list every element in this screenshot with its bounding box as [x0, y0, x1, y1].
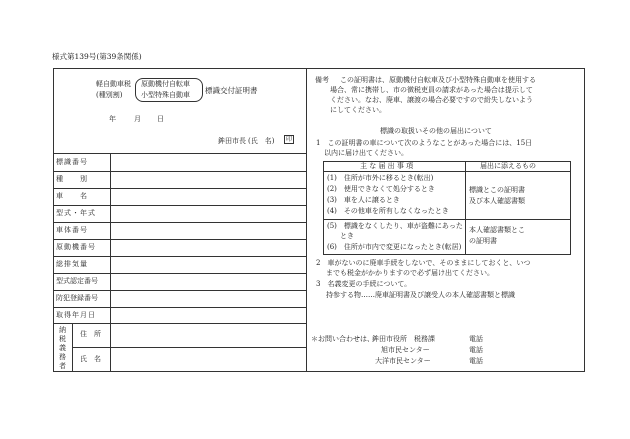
item1-line2: 以内に届け出てください。 [324, 149, 408, 157]
attach-a-line1: 標識とこの証明書 [469, 186, 525, 194]
table-head-right: 届出に添えるもの [480, 162, 536, 170]
form-number: 様式第139号(第39条関係) [52, 52, 142, 61]
table-row-1: (1) 住所が市外に移るとき(転出) [327, 174, 434, 182]
taxpayer-side-label: 納税義務者 [59, 326, 66, 370]
seal-box: 印 [286, 136, 293, 143]
date-year: 年 [109, 115, 116, 123]
issuer-name: (氏 名) [248, 137, 275, 145]
contact-office-3: 大洋市民センター [375, 357, 431, 365]
tax-type-line1: 軽自動車税 [96, 80, 131, 88]
item2-line1: 2 車がないのに廃車手続をしないで、そのままにしておくと、いつ [316, 259, 531, 267]
row-line [54, 153, 306, 154]
field-label-engine-number: 原動機番号 [56, 243, 96, 251]
row-line [54, 188, 306, 189]
field-label-type: 種 別 [56, 175, 88, 183]
taxpayer-name-label: 氏 名 [80, 355, 101, 363]
contact-tel-1: 電話 [469, 335, 483, 343]
item3-line2: 持参する物……廃車証明書及び譲受人の本人確認書類と標識 [326, 291, 515, 299]
attach-b-line1: 本人確認書類とこ [469, 226, 525, 234]
field-label-vehicle-name: 車 名 [56, 192, 88, 200]
biko-text-1: この証明書は、原動機付自転車及び小型特殊自動車を使用する [340, 76, 536, 84]
biko-text-4: にしてください。 [330, 106, 386, 114]
field-label-certification-number: 型式認定番号 [56, 277, 98, 285]
row-line [54, 273, 306, 274]
row-line [54, 256, 306, 257]
certificate-title: 標識交付証明書 [205, 86, 258, 95]
issuer: 鉾田市長 [218, 137, 246, 145]
table-row-line [323, 219, 571, 220]
seal-mark [284, 135, 294, 144]
biko-label: 備考 [315, 76, 329, 84]
table-row-4: (4) その他車を所有しなくなったとき [327, 207, 449, 215]
attach-a-line2: 及び本人確認書類 [469, 197, 525, 205]
row-line [54, 290, 306, 291]
table-row-5a: (5) 標識をなくしたり、車が盗難にあった [327, 222, 463, 230]
table-row-3: (3) 車を人に譲るとき [327, 196, 400, 204]
table-row-2: (2) 使用できなくて処分するとき [327, 185, 435, 193]
label-divider [110, 153, 111, 372]
row-line [54, 222, 306, 223]
row-line [54, 323, 306, 324]
date-month: 月 [134, 115, 141, 123]
date-day: 日 [157, 115, 164, 123]
contact-office-1: 鉾田市役所 税務課 [372, 335, 435, 343]
taxpayer-address-label: 住 所 [80, 330, 101, 338]
contact-office-2: 旭市民センター [381, 346, 430, 354]
table-head-left: 主 な 届 出 事 項 [360, 162, 414, 170]
center-divider [306, 68, 307, 372]
table-row-6: (6) 住所が市内で変更になったとき(転居) [327, 243, 462, 251]
row-line [72, 347, 306, 348]
contact-tel-2: 電話 [469, 346, 483, 354]
row-line [54, 239, 306, 240]
row-line [54, 307, 306, 308]
table-row-line [323, 171, 571, 172]
field-label-plate-number: 標識番号 [56, 158, 88, 166]
field-label-body-number: 車体番号 [56, 226, 88, 234]
row-line [54, 205, 306, 206]
field-label-security-registration: 防犯登録番号 [56, 294, 98, 302]
taxpayer-divider [72, 323, 73, 372]
vehicle-type-line1: 原動機付自転車 [141, 80, 190, 88]
row-line [54, 171, 306, 172]
contact-lead: ＊お問い合わせは、 [311, 335, 374, 343]
section-title: 標識の取扱いその他の届出について [380, 127, 492, 135]
item2-line2: までも税金がかかりますので必ず届け出てください。 [326, 269, 494, 277]
vehicle-type-line2: 小型特殊自動車 [141, 91, 190, 99]
field-label-model-year: 型式・年式 [56, 209, 96, 217]
attach-b-line2: の証明書 [469, 237, 497, 245]
field-label-displacement: 総排気量 [56, 260, 88, 268]
item1-line1: 1 この証明書の車について次のようなことがあった場合には、15日 [316, 139, 533, 147]
biko-text-3: ください。なお、廃車、譲渡の場合必要ですので紛失しないよう [330, 96, 533, 104]
biko-text-2: 場合、常に携帯し、市の徴税吏員の請求があった場合は提示して [330, 86, 533, 94]
field-label-acquisition-date: 取得年月日 [56, 311, 96, 319]
item3-line1: 3 名義変更の手続について。 [316, 280, 412, 288]
table-row-5b: とき [340, 232, 354, 240]
tax-type-line2: (種別割) [96, 91, 123, 99]
table-col-divider [465, 161, 466, 255]
contact-tel-3: 電話 [469, 357, 483, 365]
